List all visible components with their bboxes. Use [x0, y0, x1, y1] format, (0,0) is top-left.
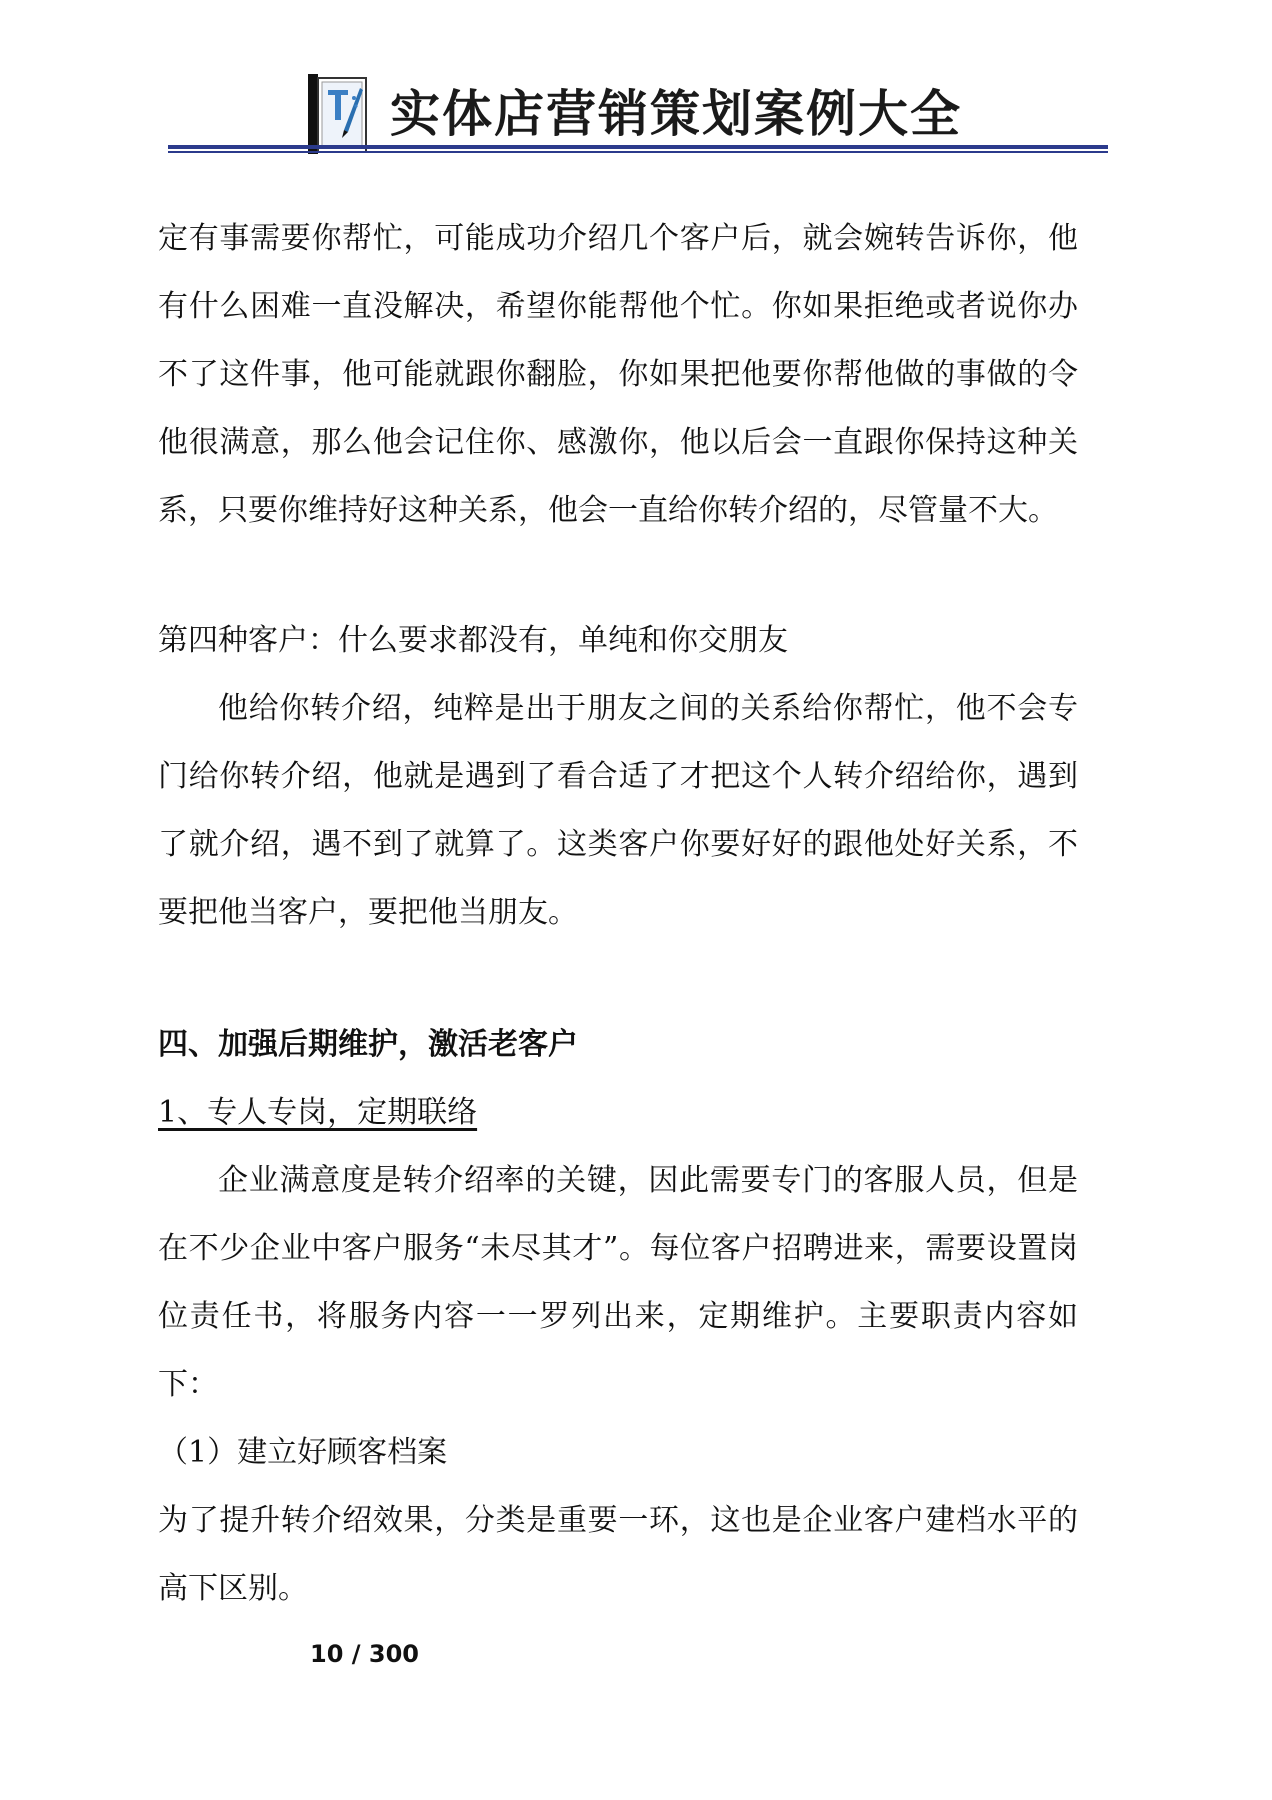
customer-type-heading: 第四种客户：什么要求都没有，单纯和你交朋友 — [158, 623, 788, 658]
paragraph: 企业满意度是转介绍率的关键，因此需要专门的客服人员，但是在不少企业中客户服务“未尽其才”。每位客户招聘进来，需要设置岗位责任书，将服务内容一一罗列出来，定期维护。主要职责内容如下： — [158, 1163, 1078, 1402]
page-number: 10 / 300 — [310, 1640, 419, 1668]
header-divider — [168, 144, 1108, 156]
subsection-heading: 1、专人专岗，定期联络 — [158, 1095, 478, 1130]
item-heading: （1）建立好顾客档案 — [158, 1435, 448, 1470]
paragraph: 他给你转介绍，纯粹是出于朋友之间的关系给你帮忙，他不会专门给你转介绍，他就是遇到了看合适了才把这个人转介绍给你，遇到了就介绍，遇不到了就算了。这类客户你要好好的跟他处好关系，不要把他当客户，要把他当朋友。 — [158, 691, 1078, 930]
document-header — [168, 50, 1108, 160]
paragraph: 定有事需要你帮忙，可能成功介绍几个客户后，就会婉转告诉你，他有什么困难一直没解决，希望你能帮他个忙。你如果拒绝或者说你办不了这件事，他可能就跟你翻脸，你如果把他要你帮他做的事做的令他很满意，那么他会记住你、感激你，他以后会一直跟你保持这种关系，只要你维持好这种关系，他会一直给你转介绍的，尽管量不大。 — [158, 221, 1078, 528]
page-body — [158, 205, 1078, 1623]
paragraph: 为了提升转介绍效果，分类是重要一环，这也是企业客户建档水平的高下区别。 — [158, 1503, 1078, 1606]
section-heading: 四、加强后期维护，激活老客户 — [158, 1027, 578, 1062]
document-title: 实体店营销策划案例大全 — [390, 85, 962, 143]
